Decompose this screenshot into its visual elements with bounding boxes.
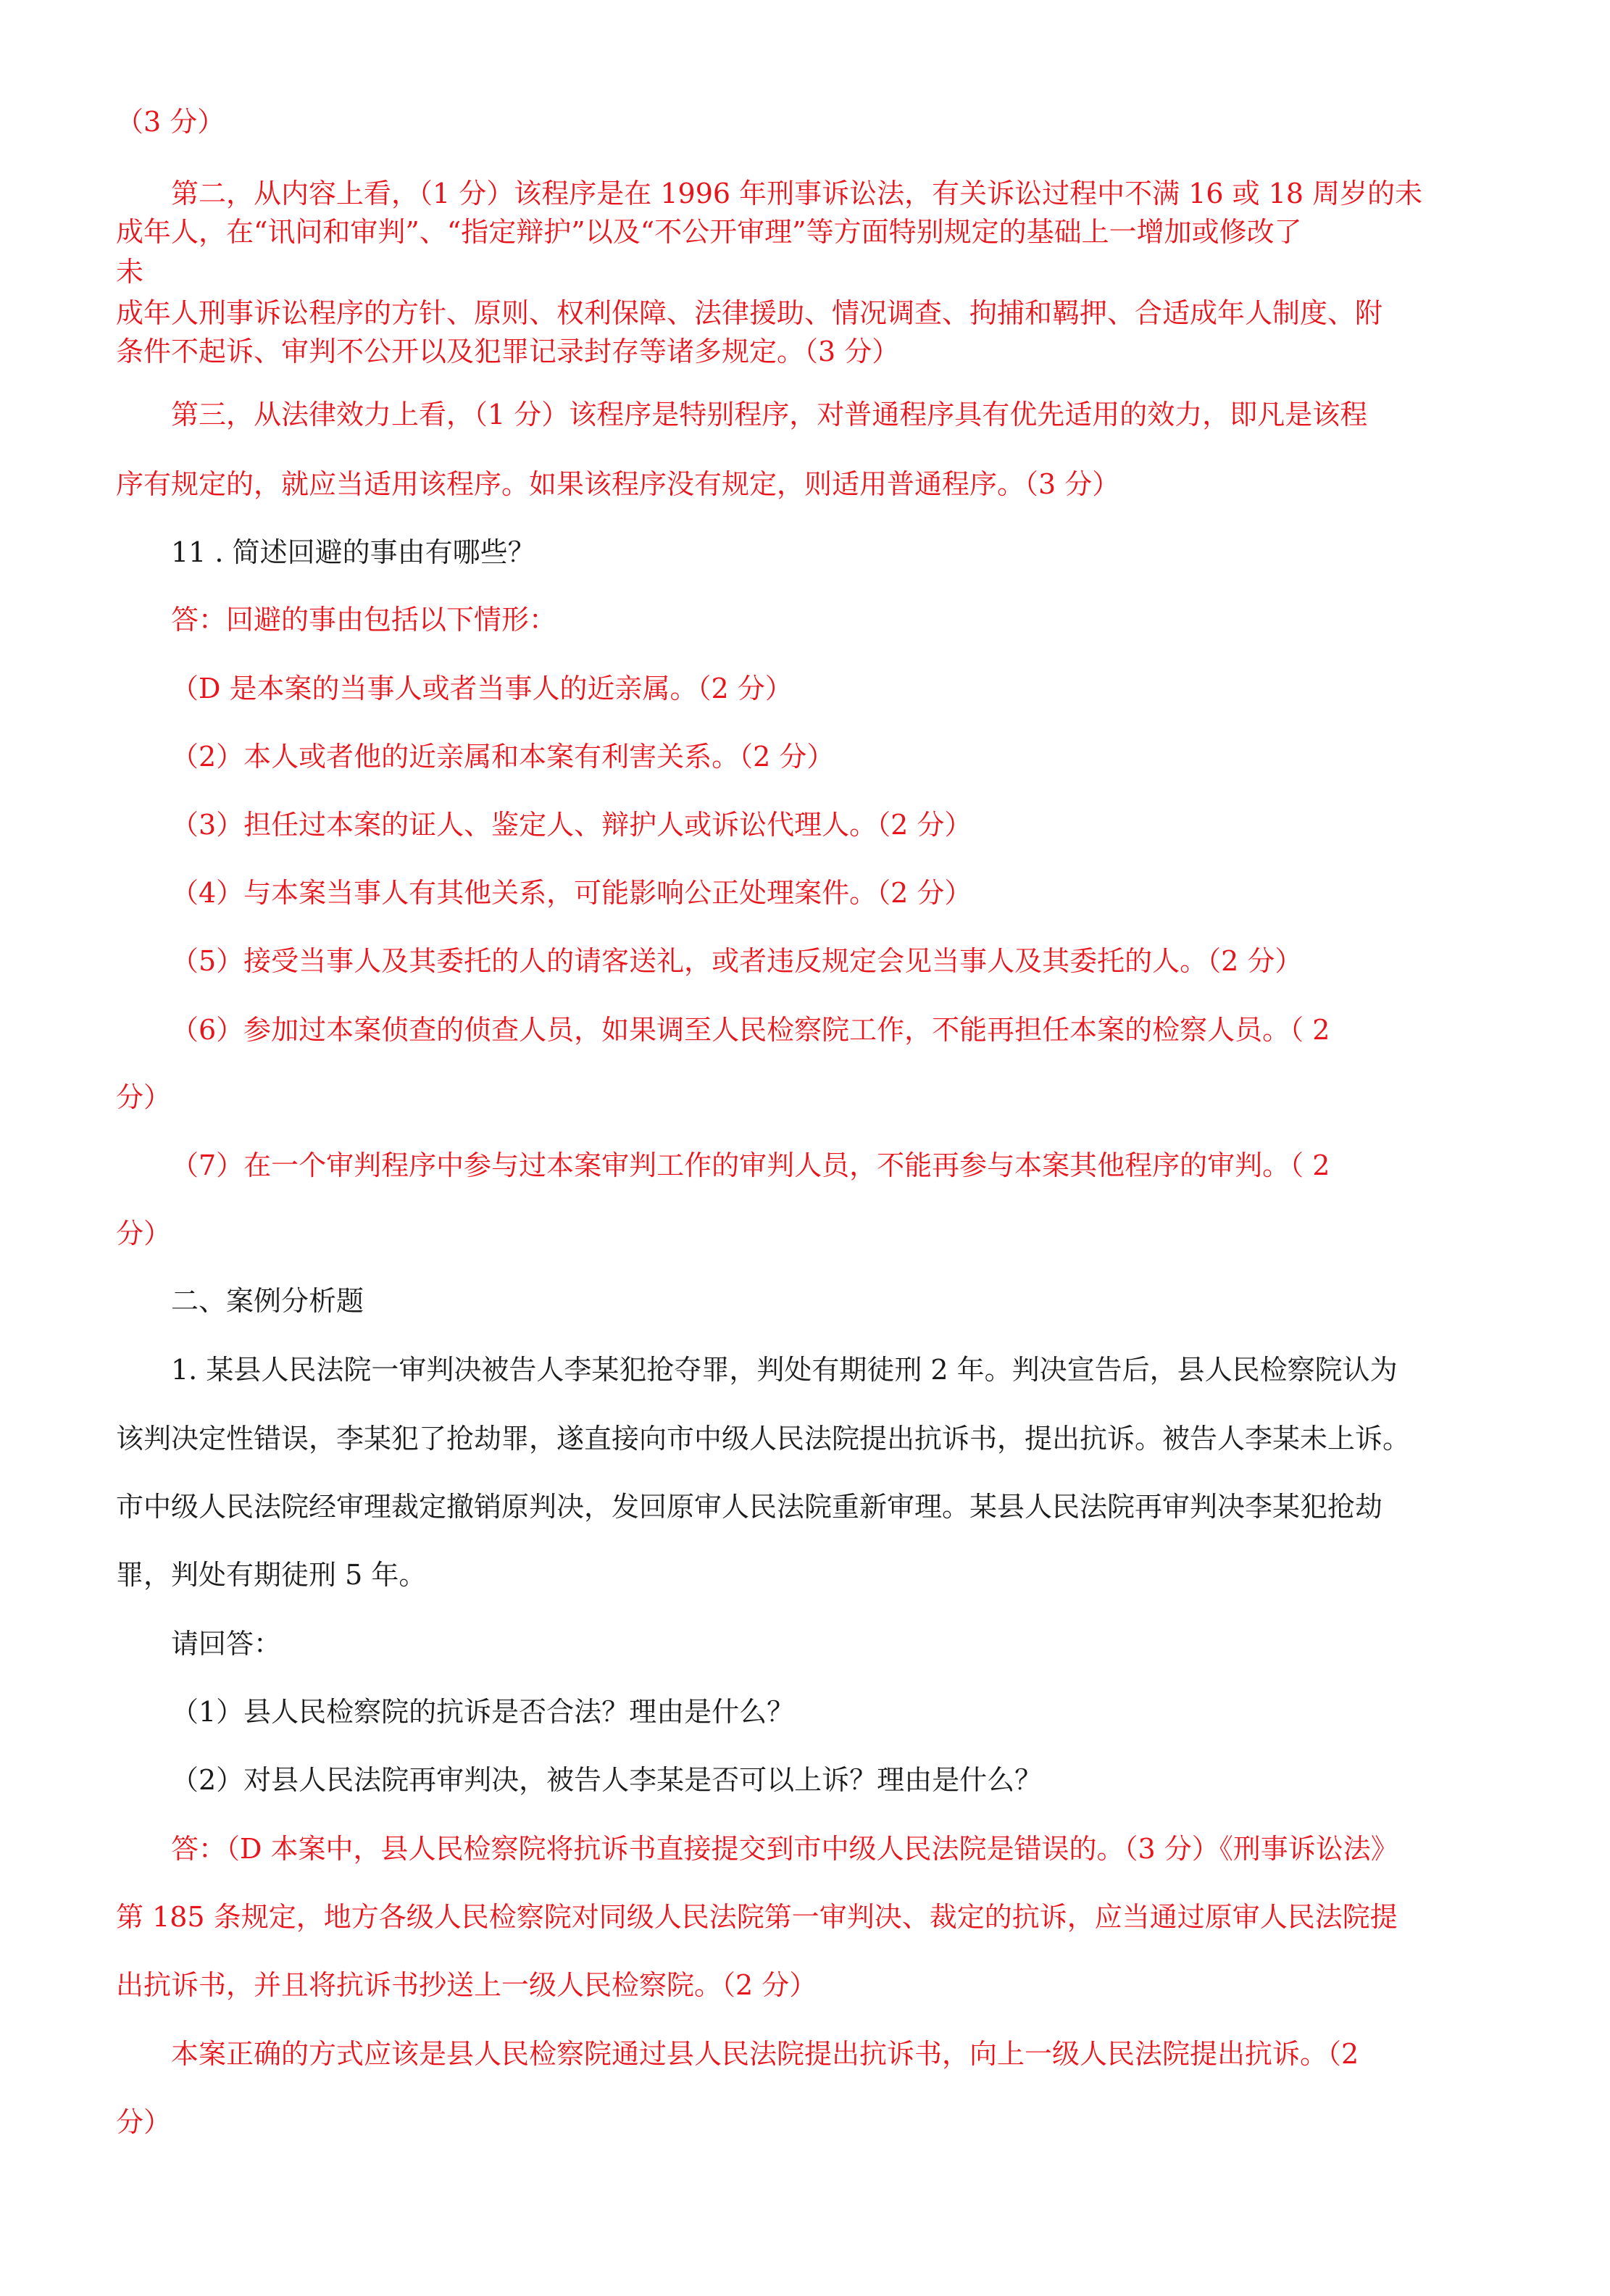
text-line: 11 . 简述回避的事由有哪些？ [171,536,535,568]
text-line: 第三，从法律效力上看，（1 分）该程序是特别程序，对普通程序具有优先适用的效力，即凡是该程 [171,399,1368,430]
text-line: （3 分） [116,106,225,138]
text-line: 未 [116,256,144,288]
text-line: （7）在一个审判程序中参与过本案审判工作的审判人员，不能再参与本案其他程序的审判。（ 2 [171,1149,1330,1181]
text-line: （D 是本案的当事人或者当事人的近亲属。（2 分） [171,673,793,704]
text-line: 分） [116,1081,172,1113]
text-line: （2）本人或者他的近亲属和本案有利害关系。（2 分） [171,741,835,773]
text-line: 请回答： [171,1628,282,1660]
text-line: 本案正确的方式应该是县人民检察院通过县人民法院提出抗诉书，向上一级人民法院提出抗诉。（2 [171,2038,1359,2070]
text-line: 分） [116,1218,172,1249]
section-heading: 二、案例分析题 [171,1285,364,1317]
text-line: 该判决定性错误，李某犯了抢劫罪，遂直接向市中级人民法院提出抗诉书，提出抗诉。被告人李某未上诉。 [116,1423,1411,1455]
text-line: （2）对县人民法院再审判决，被告人李某是否可以上诉？理由是什么？ [171,1764,1043,1796]
text-line: （1）县人民检察院的抗诉是否合法？理由是什么？ [171,1696,795,1728]
text-line: 1. 某县人民法院一审判决被告人李某犯抢夺罪，判处有期徒刑 2 年。判决宣告后，县人民检察院认为 [171,1354,1398,1386]
text-line: 序有规定的，就应当适用该程序。如果该程序没有规定，则适用普通程序。（3 分） [116,468,1120,500]
text-line: 成年人，在“讯问和审判”、“指定辩护”以及“不公开审理”等方面特别规定的基础上一增加或修改了 [116,216,1302,248]
text-line: （6）参加过本案侦查的侦查人员，如果调至人民检察院工作，不能再担任本案的检察人员。（ 2 [171,1014,1330,1046]
text-line: 第二，从内容上看，（1 分）该程序是在 1996 年刑事诉讼法，有关诉讼过程中不满 16 或 18 周岁的未 [171,178,1423,209]
text-line: （3）担任过本案的证人、鉴定人、辩护人或诉讼代理人。（2 分） [171,809,972,841]
text-line: 答：回避的事由包括以下情形： [171,604,557,636]
text-line: 罪，判处有期徒刑 5 年。 [116,1559,427,1591]
text-line: 条件不起诉、审判不公开以及犯罪记录封存等诸多规定。（3 分） [116,336,900,367]
text-line: 成年人刑事诉讼程序的方针、原则、权利保障、法律援助、情况调查、拘捕和羁押、合适成年人制度、附 [116,297,1383,329]
text-line: 第 185 条规定，地方各级人民检察院对同级人民法院第一审判决、裁定的抗诉，应当通过原审人民法院提 [116,1901,1398,1933]
text-line: （4）与本案当事人有其他关系，可能影响公正处理案件。（2 分） [171,877,972,909]
text-line: 市中级人民法院经审理裁定撤销原判决，发回原审人民法院重新审理。某县人民法院再审判决李某犯抢劫 [116,1491,1383,1523]
text-line: 出抗诉书，并且将抗诉书抄送上一级人民检察院。（2 分） [116,1969,817,2001]
text-line: （5）接受当事人及其委托的人的请客送礼，或者违反规定会见当事人及其委托的人。（2 分） [171,945,1303,977]
text-line: 答：（D 本案中，县人民检察院将抗诉书直接提交到市中级人民法院是错误的。（3 分）《刑事诉讼法》 [171,1833,1398,1865]
text-line: 分） [116,2106,172,2138]
